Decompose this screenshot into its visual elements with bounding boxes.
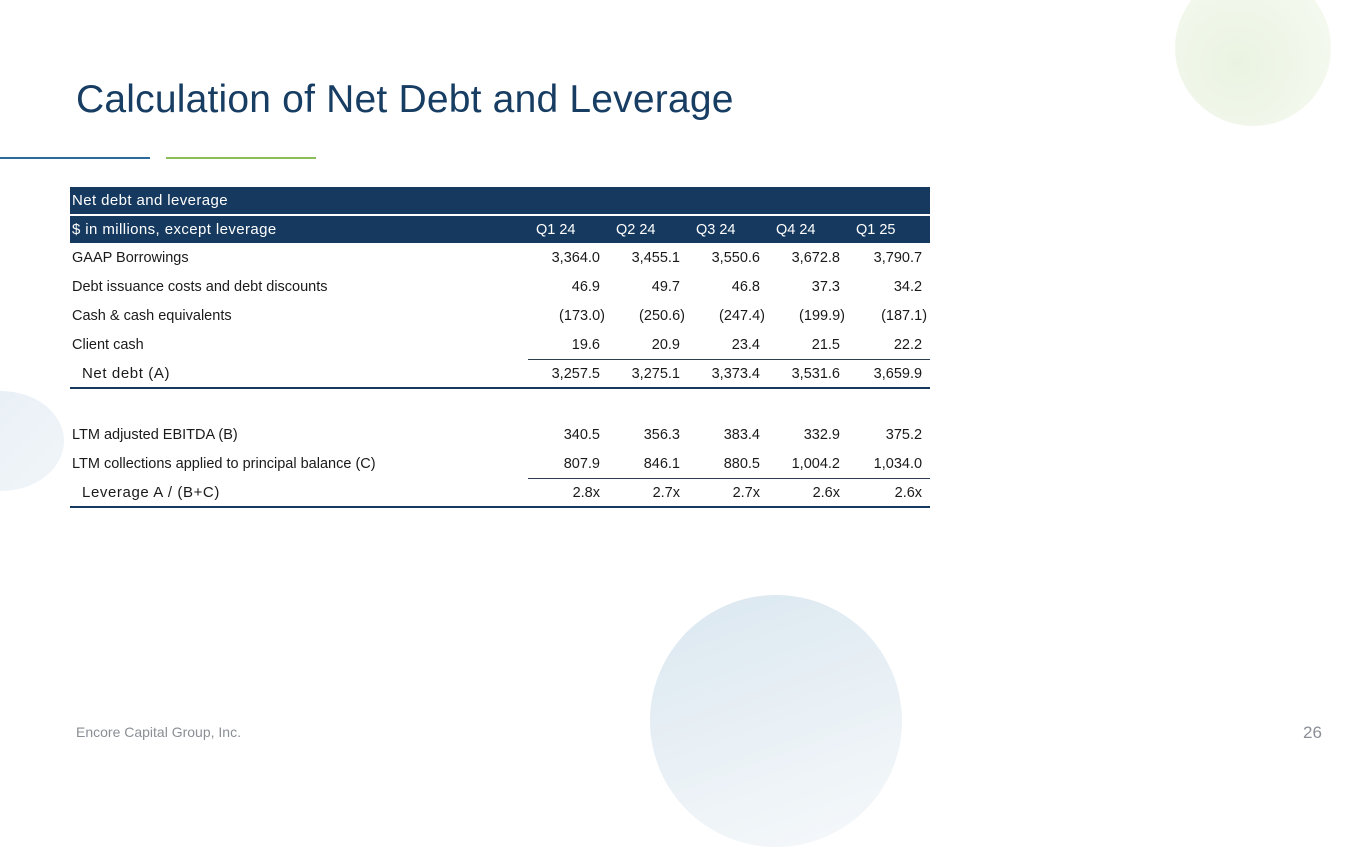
table-section-title: Net debt and leverage xyxy=(70,187,930,215)
table-row-client-cash xyxy=(70,330,930,360)
page-title: Calculation of Net Debt and Leverage xyxy=(76,78,734,121)
table-row-gaap-borrowings xyxy=(70,243,930,272)
row-value: 3,659.9 xyxy=(848,360,930,389)
row-value: 20.9 xyxy=(608,330,688,360)
decorative-circle-left xyxy=(0,391,64,491)
row-value: 3,790.7 xyxy=(873,249,923,266)
row-value: (250.6) xyxy=(639,307,685,324)
row-value: 22.2 xyxy=(848,330,930,360)
row-value: (199.9) xyxy=(799,307,845,324)
row-value: 807.9 xyxy=(528,449,608,479)
row-value: (173.0) xyxy=(559,307,605,324)
row-value: 46.8 xyxy=(731,278,760,295)
table-row-ltm-adjusted-ebitda xyxy=(70,420,930,449)
footer-company-name: Encore Capital Group, Inc. xyxy=(76,724,241,740)
net-debt-table xyxy=(70,187,930,508)
row-value: 3,275.1 xyxy=(608,360,688,389)
row-label: GAAP Borrowings xyxy=(72,249,189,266)
period-header: Q1 24 xyxy=(528,215,608,243)
period-header: Q1 25 xyxy=(848,215,930,243)
row-value: 880.5 xyxy=(688,449,768,479)
row-value: 2.6x xyxy=(848,479,930,508)
row-value: 3,364.0 xyxy=(551,249,600,266)
row-label: Net debt (A) xyxy=(70,360,528,389)
row-value: 1,004.2 xyxy=(768,449,848,479)
row-label: LTM adjusted EBITDA (B) xyxy=(72,426,238,443)
period-header: Q2 24 xyxy=(608,215,688,243)
row-value: 49.7 xyxy=(651,278,680,295)
row-value: (247.4) xyxy=(719,307,765,324)
table-row-ltm-collections xyxy=(70,449,930,479)
row-value: 340.5 xyxy=(563,426,600,443)
row-value: 3,257.5 xyxy=(528,360,608,389)
row-value: 375.2 xyxy=(885,426,923,443)
row-value: 3,672.8 xyxy=(791,249,840,266)
period-header: Q4 24 xyxy=(768,215,848,243)
row-value: 2.7x xyxy=(688,479,768,508)
table-row-leverage-total xyxy=(70,479,930,508)
table-row-debt-issuance-costs xyxy=(70,272,930,301)
table-row-net-debt-total xyxy=(70,360,930,389)
table-row-cash-equivalents xyxy=(70,301,930,330)
page-number: 26 xyxy=(1303,723,1322,742)
row-value: 3,455.1 xyxy=(631,249,680,266)
row-value: 332.9 xyxy=(803,426,840,443)
row-value: 2.7x xyxy=(608,479,688,508)
row-label: Debt issuance costs and debt discounts xyxy=(72,278,328,295)
row-value: 37.3 xyxy=(811,278,840,295)
row-value: 21.5 xyxy=(768,330,848,360)
row-value: 19.6 xyxy=(528,330,608,360)
row-value: 383.4 xyxy=(723,426,760,443)
row-label: Cash & cash equivalents xyxy=(72,307,232,324)
title-underline-green xyxy=(166,157,316,159)
row-value: 2.6x xyxy=(768,479,848,508)
title-underline-blue xyxy=(0,157,150,159)
row-value: (187.1) xyxy=(881,307,928,324)
row-value: 3,531.6 xyxy=(768,360,848,389)
row-value: 34.2 xyxy=(893,278,923,295)
row-label: Leverage A / (B+C) xyxy=(70,479,528,508)
row-label: LTM collections applied to principal balance (C) xyxy=(72,455,376,472)
row-value: 23.4 xyxy=(688,330,768,360)
row-label: Client cash xyxy=(72,336,144,353)
units-label: $ in millions, except leverage xyxy=(70,215,528,243)
row-value: 1,034.0 xyxy=(848,449,930,479)
table-header-row xyxy=(70,215,930,243)
row-value: 46.9 xyxy=(571,278,600,295)
table-spacer-row xyxy=(70,388,930,420)
row-value: 3,550.6 xyxy=(711,249,760,266)
row-value: 3,373.4 xyxy=(688,360,768,389)
table-title-row xyxy=(70,187,930,215)
row-value: 356.3 xyxy=(643,426,680,443)
row-value: 2.8x xyxy=(528,479,608,508)
period-header: Q3 24 xyxy=(688,215,768,243)
decorative-circle-top-right xyxy=(1175,0,1331,126)
decorative-circle-bottom xyxy=(650,595,902,847)
row-value: 846.1 xyxy=(608,449,688,479)
